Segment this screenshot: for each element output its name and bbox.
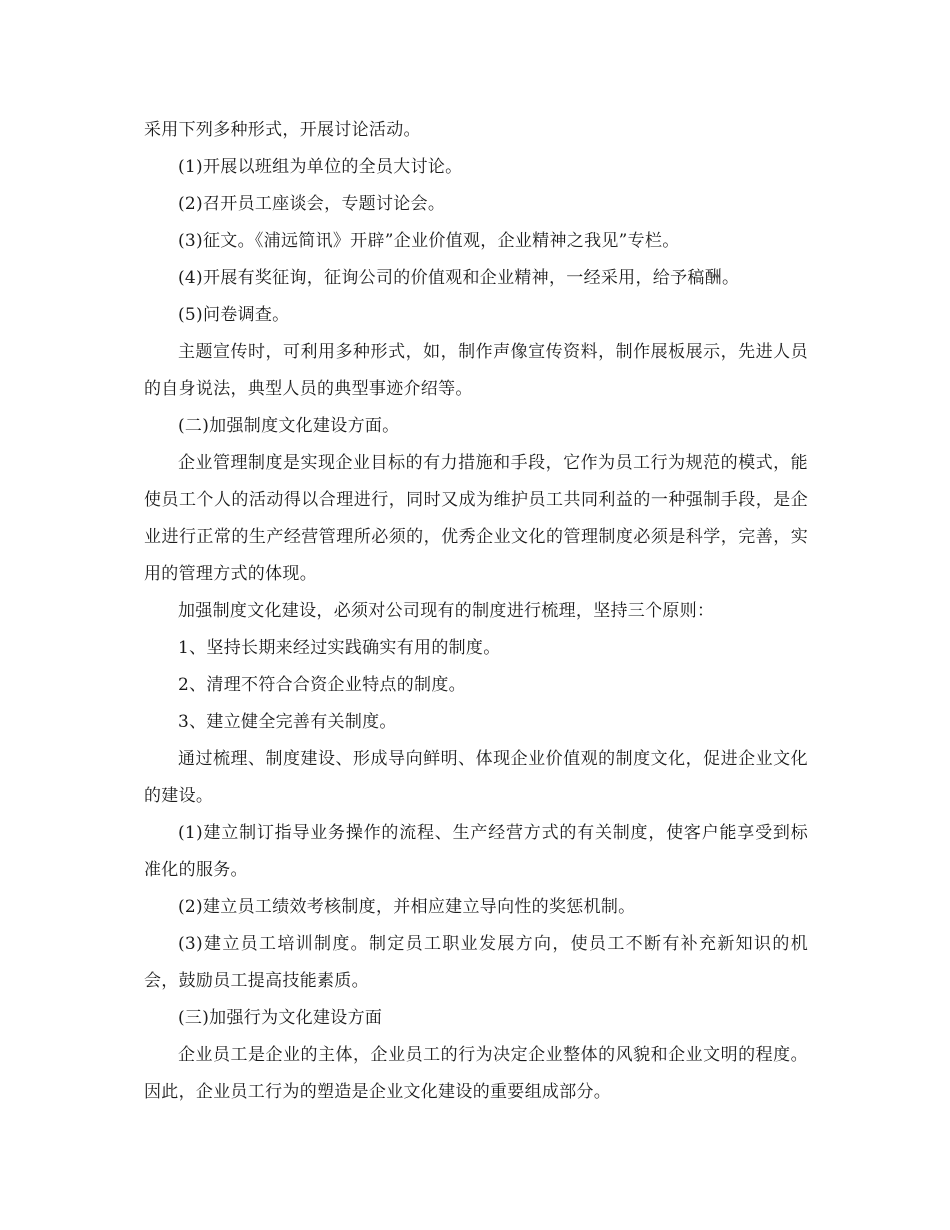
paragraph: 企业管理制度是实现企业目标的有力措施和手段，它作为员工行为规范的模式，能使员工个人的活动得以合理进行，同时又成为维护员工共同利益的一种强制手段，是企业进行正常的生产经营管理所必须的，优秀企业文化的管理制度必须是科学，完善，实用的管理方式的体现。 xyxy=(144,453,808,584)
section-heading: (二)加强制度文化建设方面。 xyxy=(178,416,400,436)
list-item: (2)建立员工绩效考核制度，并相应建立导向性的奖惩机制。 xyxy=(178,897,636,917)
paragraph: (3)征文。《浦远简讯》开辟”企业价值观，企业精神之我见”专栏。 xyxy=(178,231,680,251)
paragraph: (2)召开员工座谈会，专题讨论会。 xyxy=(178,194,446,214)
list-item: 2、清理不符合合资企业特点的制度。 xyxy=(178,675,466,695)
list-item: 3、建立健全完善有关制度。 xyxy=(178,712,397,732)
paragraph: (4)开展有奖征询，征询公司的价值观和企业精神，一经采用，给予稿酬。 xyxy=(178,268,740,288)
paragraph: 通过梳理、制度建设、形成导向鲜明、体现企业价值观的制度文化，促进企业文化的建设。 xyxy=(144,749,808,806)
paragraph: 加强制度文化建设，必须对公司现有的制度进行梳理，坚持三个原则： xyxy=(178,601,715,621)
section-heading: (三)加强行为文化建设方面 xyxy=(178,1008,383,1028)
paragraph: (5)问卷调查。 xyxy=(178,305,290,325)
list-item: 1、坚持长期来经过实践确实有用的制度。 xyxy=(178,638,501,658)
paragraph: 主题宣传时，可利用多种形式，如，制作声像宣传资料，制作展板展示，先进人员的自身说法，典型人员的典型事迹介绍等。 xyxy=(144,342,808,399)
document-body xyxy=(144,112,808,1111)
paragraph: 企业员工是企业的主体，企业员工的行为决定企业整体的风貌和企业文明的程度。因此，企业员工行为的塑造是企业文化建设的重要组成部分。 xyxy=(144,1045,808,1102)
list-item: (3)建立员工培训制度。制定员工职业发展方向，使员工不断有补充新知识的机会，鼓励员工提高技能素质。 xyxy=(144,934,808,991)
paragraph: 采用下列多种形式，开展讨论活动。 xyxy=(144,120,421,140)
list-item: (1)建立制订指导业务操作的流程、生产经营方式的有关制度，使客户能享受到标准化的服务。 xyxy=(144,823,808,880)
paragraph: (1)开展以班组为单位的全员大讨论。 xyxy=(178,157,463,177)
